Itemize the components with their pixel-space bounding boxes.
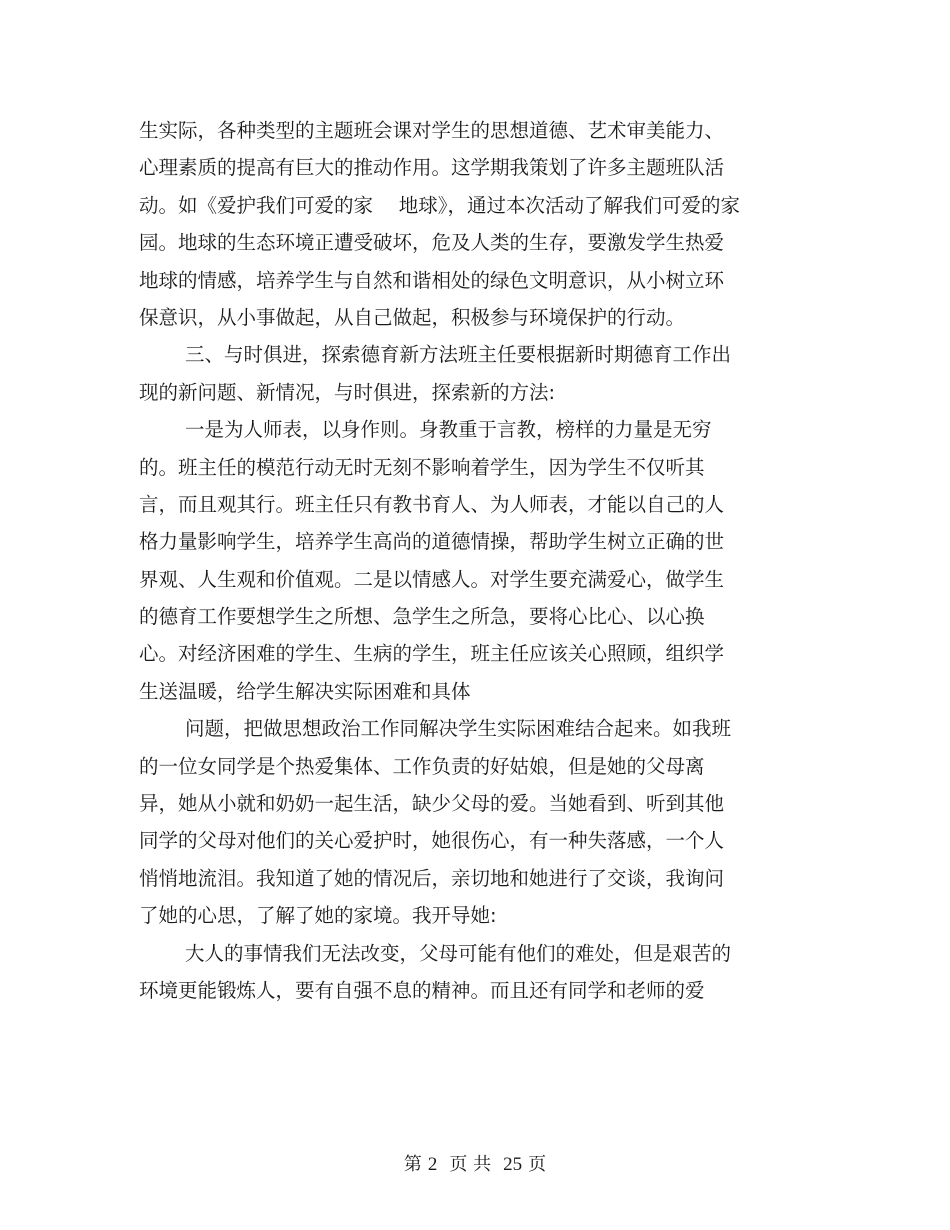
text-line: 同学的父母对他们的关心爱护时，她很伤心，有一种失落感，一个人 bbox=[139, 829, 725, 853]
text-line: 的。班主任的模范行动无时无刻不影响着学生，因为学生不仅听其 bbox=[139, 455, 705, 479]
text-line: 园。地球的生态环境正遭受破坏，危及人类的生存，要激发学生热爱 bbox=[139, 231, 725, 255]
text-line: 现的新问题、新情况，与时俱进，探索新的方法: bbox=[139, 380, 556, 404]
page-current-number: 2 bbox=[427, 1154, 438, 1175]
text-line: 悄悄地流泪。我知道了她的情况后，亲切地和她进行了交谈，我询问 bbox=[139, 866, 725, 890]
text-line: 保意识，从小事做起，从自己做起，积极参与环境保护的行动。 bbox=[139, 305, 686, 329]
text-line: 界观、人生观和价值观。二是以情感人。对学生要充满爱心，做学生 bbox=[139, 567, 725, 591]
text-line: 动。如《爱护我们可爱的家 地球》，通过本次活动了解我们可爱的家 bbox=[139, 193, 740, 217]
text-line: 心。对经济困难的学生、生病的学生，班主任应该关心照顾，组织学 bbox=[139, 642, 725, 666]
text-line: 心理素质的提高有巨大的推动作用。这学期我策划了许多主题班队活 bbox=[139, 156, 725, 180]
text-line: 生实际，各种类型的主题班会课对学生的思想道德、艺术审美能力、 bbox=[139, 119, 725, 142]
text-line: 环境更能锻炼人，要有自强不息的精神。而且还有同学和老师的爱 bbox=[139, 978, 705, 1002]
text-line: 问题，把做思想政治工作同解决学生实际困难结合起来。如我班 bbox=[185, 717, 732, 741]
text-line: 大人的事情我们无法改变，父母可能有他们的难处，但是艰苦的 bbox=[185, 941, 732, 965]
text-line: 一是为人师表，以身作则。身教重于言教，榜样的力量是无穷 bbox=[185, 418, 712, 442]
page-prefix: 第 bbox=[403, 1154, 422, 1175]
document-body bbox=[139, 112, 789, 1009]
text-line: 言，而且观其行。班主任只有教书育人、为人师表，才能以自己的人 bbox=[139, 492, 725, 516]
text-line: 了她的心思，了解了她的家境。我开导她: bbox=[139, 904, 497, 928]
text-line: 地球的情感，培养学生与自然和谐相处的绿色文明意识，从小树立环 bbox=[139, 268, 725, 292]
text-line: 的德育工作要想学生之所想、急学生之所急，要将心比心、以心换 bbox=[139, 605, 705, 629]
page-suffix: 页 bbox=[528, 1154, 547, 1175]
page-total-number: 25 bbox=[503, 1154, 523, 1175]
text-line: 格力量影响学生，培养学生高尚的道德情操，帮助学生树立正确的世 bbox=[139, 530, 725, 554]
page-footer bbox=[0, 1150, 950, 1176]
text-line: 三、与时俱进，探索德育新方法班主任要根据新时期德育工作出 bbox=[185, 343, 732, 367]
text-line: 的一位女同学是个热爱集体、工作负责的好姑娘，但是她的父母离 bbox=[139, 754, 705, 778]
text-line: 异，她从小就和奶奶一起生活，缺少父母的爱。当她看到、听到其他 bbox=[139, 792, 725, 816]
page-mid-text: 页 共 bbox=[449, 1154, 492, 1175]
text-line: 生送温暖，给学生解决实际困难和具体 bbox=[139, 679, 471, 703]
